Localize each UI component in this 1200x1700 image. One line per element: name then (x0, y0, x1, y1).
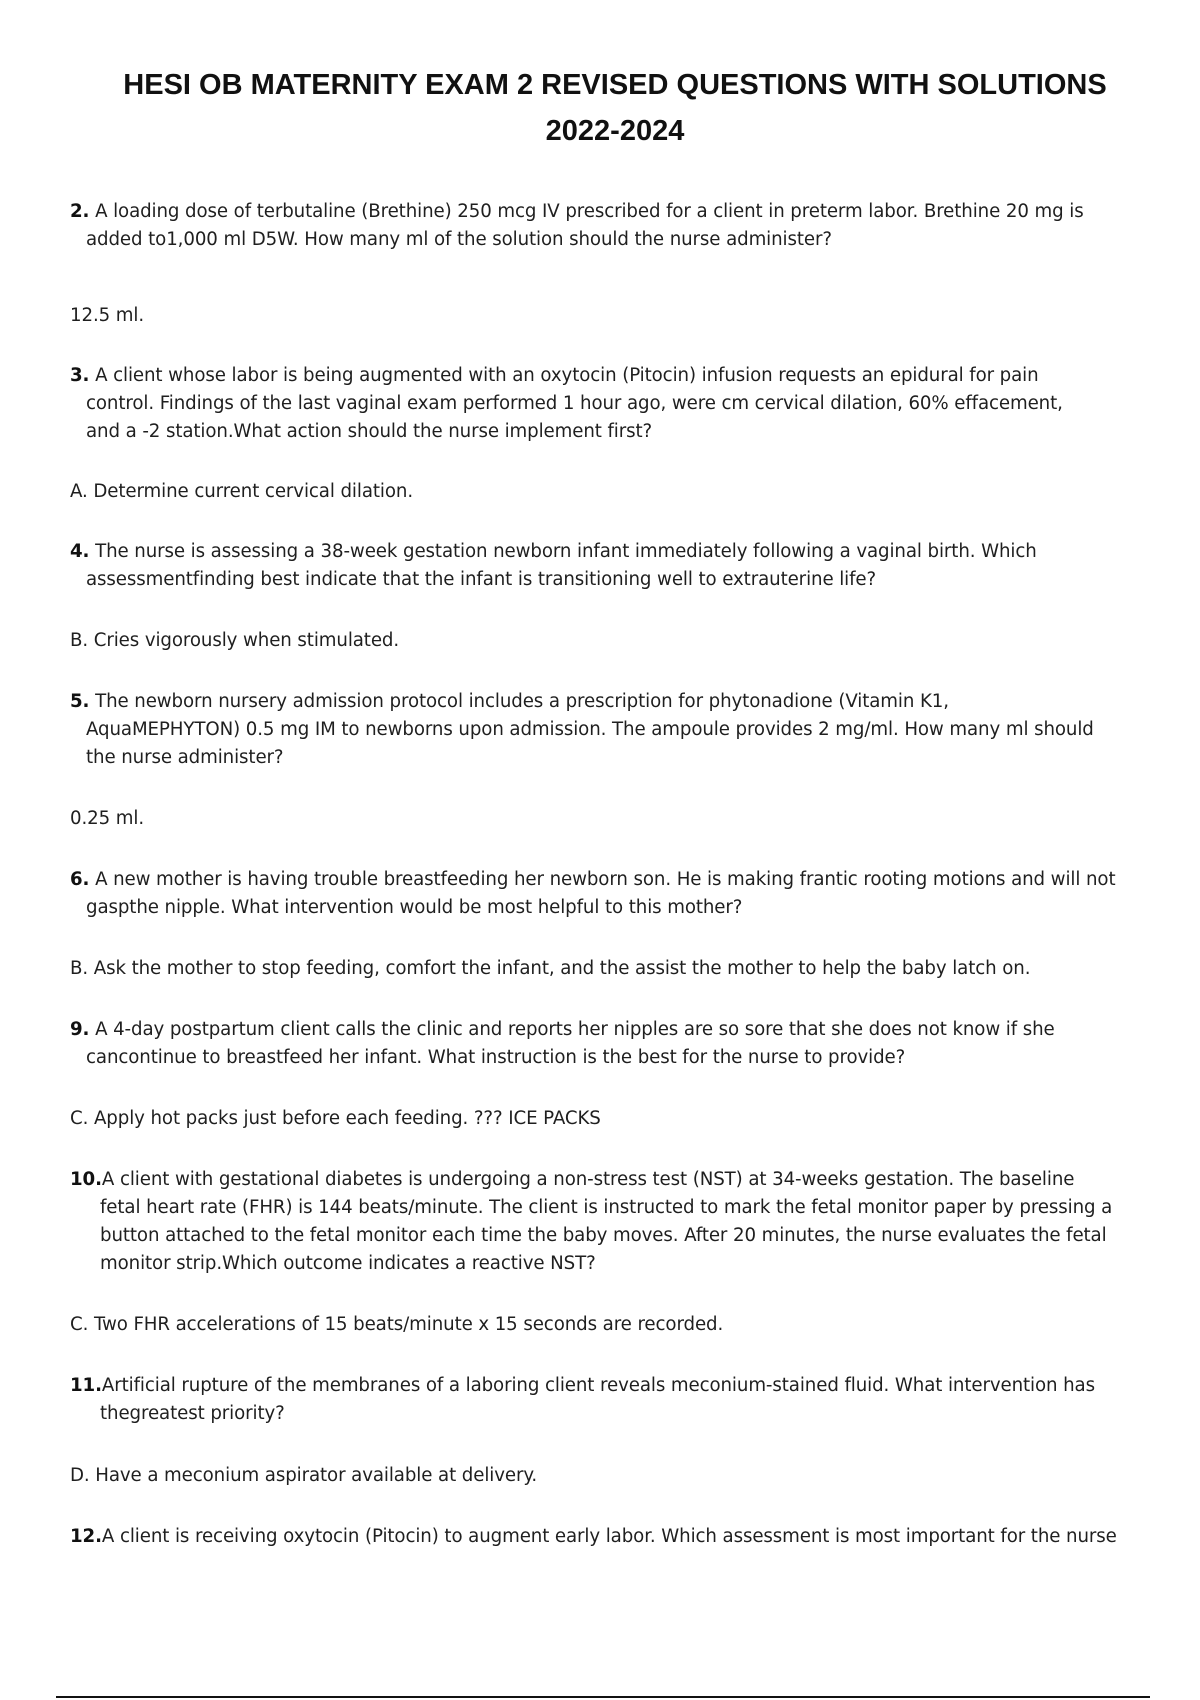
answer-3: A. Determine current cervical dilation. (70, 481, 413, 502)
question-number: 10. (70, 1169, 102, 1190)
question-4 (70, 538, 1150, 594)
question-text: Artificial rupture of the membranes of a laboring client reveals meconium-stained fluid. What intervention has (101, 1375, 1095, 1396)
answer-5: 0.25 ml. (70, 808, 145, 829)
question-text: button attached to the fetal monitor each time the baby moves. After 20 minutes, the nurse evaluates the fetal (100, 1225, 1107, 1246)
answer-11: D. Have a meconium aspirator available at delivery. (70, 1465, 538, 1486)
question-5 (70, 688, 1150, 772)
question-number: 12. (70, 1526, 102, 1547)
page-bottom-rule (56, 1696, 1150, 1698)
question-text: The newborn nursery admission protocol includes a prescription for phytonadione (Vitamin K1, (95, 691, 949, 712)
title-line-1: HESI OB MATERNITY EXAM 2 REVISED QUESTIONS WITH SOLUTIONS (123, 69, 1107, 101)
question-text: assessmentfinding best indicate that the infant is transitioning well to extrauterine life? (86, 569, 877, 590)
question-text: fetal heart rate (FHR) is 144 beats/minute. The client is instructed to mark the fetal monitor paper by pressing a (100, 1197, 1113, 1218)
title-line-2: 2022-2024 (545, 115, 685, 147)
question-text: cancontinue to breastfeed her infant. What instruction is the best for the nurse to provide? (86, 1047, 906, 1068)
question-number: 6. (70, 869, 90, 890)
question-number: 3. (70, 365, 90, 386)
question-text: A client with gestational diabetes is undergoing a non-stress test (NST) at 34-weeks gestation. The baseline (101, 1169, 1075, 1190)
question-6 (70, 866, 1150, 922)
question-number: 11. (70, 1375, 102, 1396)
question-text: A loading dose of terbutaline (Brethine) 250 mcg IV prescribed for a client in preterm labor. Brethine 20 mg is (95, 201, 1084, 222)
question-text: A client whose labor is being augmented with an oxytocin (Pitocin) infusion requests an epidural for pain (95, 365, 1039, 386)
question-12 (70, 1523, 1150, 1551)
question-number: 9. (70, 1019, 90, 1040)
question-text: thegreatest priority? (100, 1403, 285, 1424)
question-2 (70, 198, 1150, 254)
question-number: 5. (70, 691, 90, 712)
question-11 (70, 1372, 1150, 1428)
question-text: the nurse administer? (86, 747, 284, 768)
answer-9: C. Apply hot packs just before each feeding. ??? ICE PACKS (70, 1108, 601, 1129)
question-text: A new mother is having trouble breastfeeding her newborn son. He is making frantic rooting motions and will not (95, 869, 1116, 890)
question-text: monitor strip.Which outcome indicates a reactive NST? (100, 1253, 596, 1274)
question-text: added to1,000 ml D5W. How many ml of the solution should the nurse administer? (86, 229, 832, 250)
document-title (60, 62, 1170, 154)
answer-10: C. Two FHR accelerations of 15 beats/minute x 15 seconds are recorded. (70, 1314, 724, 1335)
question-text: A 4-day postpartum client calls the clinic and reports her nipples are so sore that she does not know if she (95, 1019, 1055, 1040)
answer-2: 12.5 ml. (70, 305, 145, 326)
question-text: gaspthe nipple. What intervention would be most helpful to this mother? (86, 897, 743, 918)
question-number: 2. (70, 201, 90, 222)
question-9 (70, 1016, 1150, 1072)
question-text: The nurse is assessing a 38-week gestation newborn infant immediately following a vaginal birth. Which (95, 541, 1037, 562)
question-10 (70, 1166, 1150, 1278)
question-number: 4. (70, 541, 90, 562)
answer-4: B. Cries vigorously when stimulated. (70, 630, 400, 651)
question-3 (70, 362, 1150, 446)
question-text: AquaMEPHYTON) 0.5 mg IM to newborns upon admission. The ampoule provides 2 mg/ml. How many ml should (86, 719, 1094, 740)
question-text: and a -2 station.What action should the nurse implement first? (86, 421, 653, 442)
answer-6: B. Ask the mother to stop feeding, comfort the infant, and the assist the mother to help the baby latch on. (70, 958, 1031, 979)
question-text: A client is receiving oxytocin (Pitocin) to augment early labor. Which assessment is most important for the nurse (101, 1526, 1117, 1547)
question-text: control. Findings of the last vaginal exam performed 1 hour ago, were cm cervical dilation, 60% effacement, (86, 393, 1063, 414)
